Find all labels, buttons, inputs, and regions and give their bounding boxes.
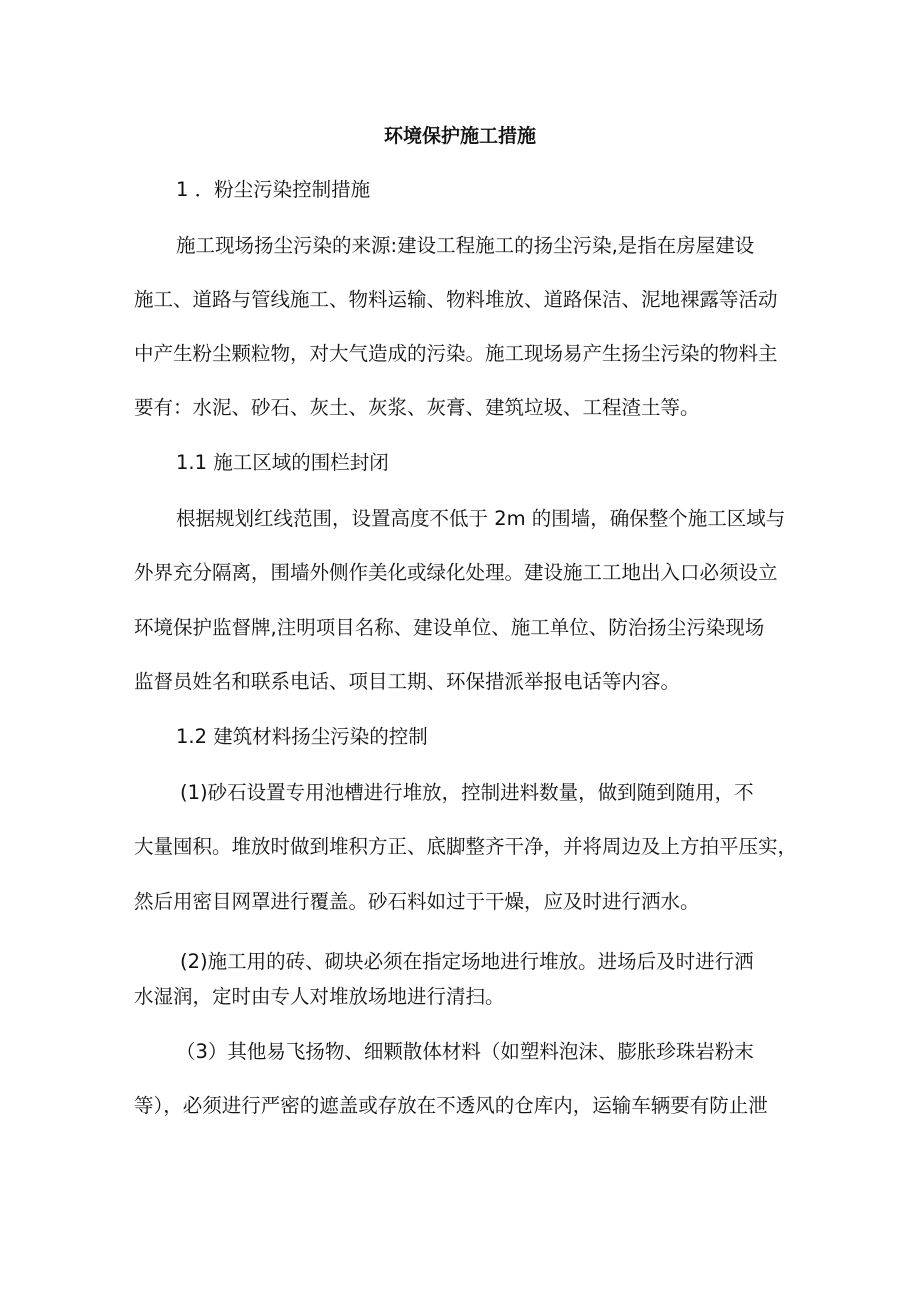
paragraph-line: 施工、道路与管线施工、物料运输、物料堆放、道路保洁、泥地裸露等活动 [134,288,778,311]
subsection-heading: 1.2 建筑材料扬尘污染的控制 [176,725,428,748]
paragraph-line: 环境保护监督牌,注明项目名称、建设单位、施工单位、防治扬尘污染现场 [134,616,765,639]
paragraph-line: (1)砂石设置专用池槽进行堆放，控制进料数量，做到随到随用，不 [180,781,754,804]
section-heading: 1 ．粉尘污染控制措施 [176,178,371,201]
paragraph-line: 等），必须进行严密的遮盖或存放在不透风的仓库内，运输车辆要有防止泄 [134,1094,768,1117]
paragraph-line: (2)施工用的砖、砌块必须在指定场地进行堆放。进场后及时进行洒 [180,950,754,973]
paragraph-line: 监督员姓名和联系电话、项目工期、环保措派举报电话等内容。 [134,670,681,693]
paragraph-line: 然后用密目网罩进行覆盖。砂石料如过于干燥，应及时进行洒水。 [134,890,700,913]
paragraph-line: 大量囤积。堆放时做到堆积方正、底脚整齐干净，并将周边及上方拍平压实， [134,835,798,858]
paragraph-line: 水湿润，定时由专人对堆放场地进行清扫。 [134,985,505,1008]
paragraph-line: 外界充分隔离，围墙外侧作美化或绿化处理。建设施工工地出入口必须设立 [134,561,778,584]
paragraph-line: 根据规划红线范围，设置高度不低于 2m 的围墙，确保整个施工区域与 [176,507,786,530]
document-title: 环境保护施工措施 [383,125,536,147]
paragraph-line: （3）其他易飞扬物、细颗散体材料（如塑料泡沫、膨胀珍珠岩粉末 [176,1040,754,1063]
paragraph-line: 要有：水泥、砂石、灰土、灰浆、灰膏、建筑垃圾、工程渣土等。 [134,396,700,419]
paragraph-line: 施工现场扬尘污染的来源:建设工程施工的扬尘污染,是指在房屋建设 [176,234,755,257]
subsection-heading: 1.1 施工区域的围栏封闭 [176,451,389,474]
paragraph-line: 中产生粉尘颗粒物，对大气造成的污染。施工现场易产生扬尘污染的物料主 [134,342,778,365]
